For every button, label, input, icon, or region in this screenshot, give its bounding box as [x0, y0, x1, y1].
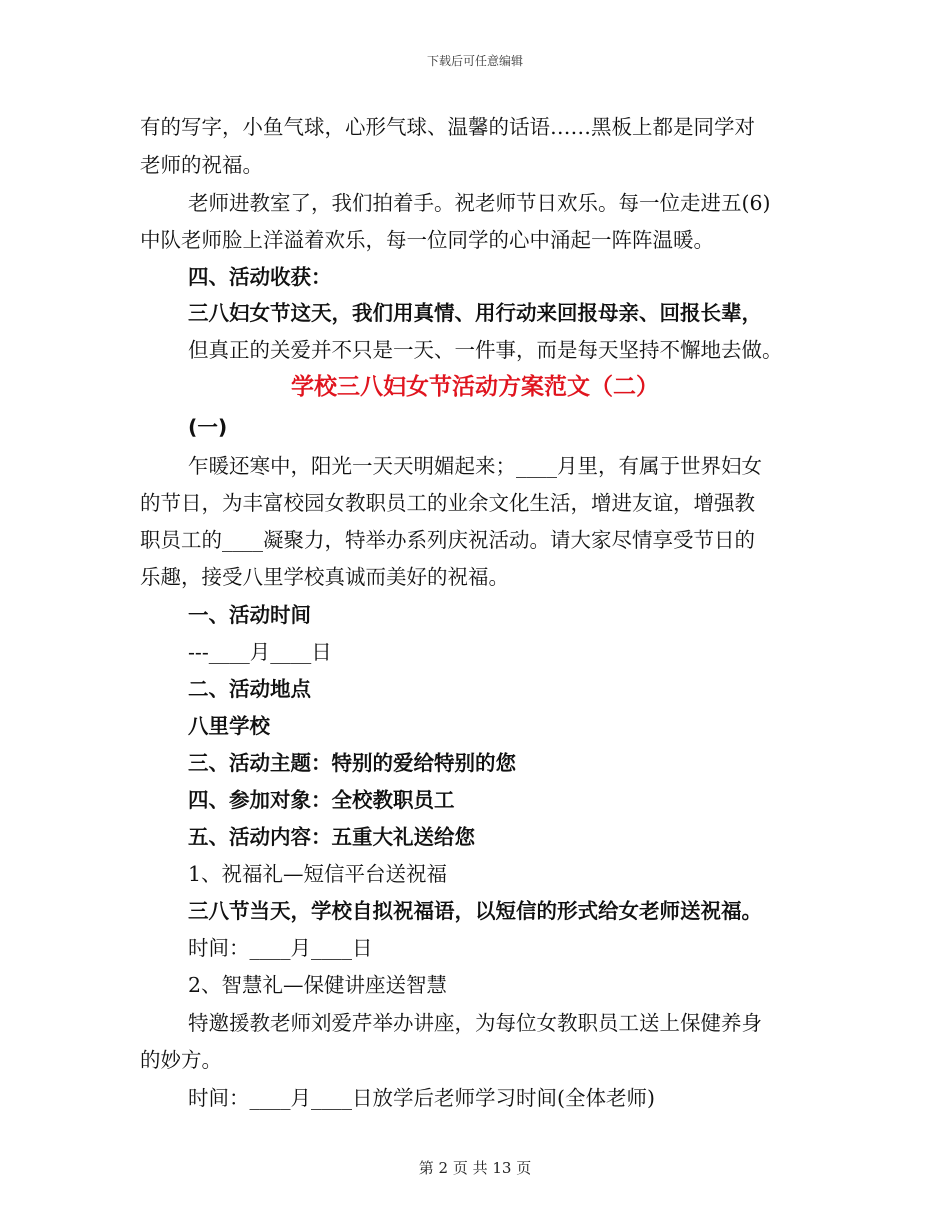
- bold-paragraph: 三八妇女节这天，我们用真情、用行动来回报母亲、回报长辈，: [188, 301, 762, 325]
- section-heading: 五、活动内容：五重大礼送给您: [188, 825, 475, 849]
- body-line: 职员工的____凝聚力，特举办系列庆祝活动。请大家尽情享受节日的: [140, 528, 755, 552]
- body-line: 老师进教室了，我们拍着手。祝老师节日欢乐。每一位走进五(6): [188, 191, 771, 215]
- body-line: 时间：____月____日放学后老师学习时间(全体老师): [188, 1086, 655, 1110]
- body-line: 的节日，为丰富校园女教职员工的业余文化生活，增进友谊，增强教: [140, 491, 755, 515]
- page-footer: 第 2 页 共 13 页: [418, 1159, 532, 1177]
- section-heading: 二、活动地点: [188, 677, 311, 701]
- section-heading: 四、活动收获：: [188, 265, 332, 289]
- section-heading: 一、活动时间: [188, 603, 311, 627]
- body-line: ---____月____日: [188, 640, 332, 664]
- section-heading: 三、活动主题：特别的爱给特别的您: [188, 751, 516, 775]
- body-line: 中队老师脸上洋溢着欢乐，每一位同学的心中涌起一阵阵温暖。: [140, 228, 714, 252]
- list-item: 2、智慧礼—保健讲座送智慧: [188, 973, 448, 997]
- body-line: 有的写字，小鱼气球，心形气球、温馨的话语……黑板上都是同学对: [140, 115, 755, 139]
- subsection-marker: (一): [188, 415, 228, 439]
- page-header: 下载后可任意编辑: [426, 54, 523, 68]
- document-title: 学校三八妇女节活动方案范文（二）: [291, 374, 659, 400]
- body-line: 乍暖还寒中，阳光一天天明媚起来；____月里，有属于世界妇女: [188, 454, 762, 478]
- body-line: 特邀援教老师刘爱芹举办讲座，为每位女教职员工送上保健养身: [188, 1011, 762, 1035]
- body-line: 但真正的关爱并不只是一天、一件事，而是每天坚持不懈地去做。: [188, 338, 783, 362]
- body-line: 的妙方。: [140, 1048, 222, 1072]
- list-item: 1、祝福礼—短信平台送祝福: [188, 862, 448, 886]
- section-heading: 四、参加对象：全校教职员工: [188, 788, 455, 812]
- body-line: 老师的祝福。: [140, 153, 263, 177]
- bold-paragraph: 三八节当天，学校自拟祝福语，以短信的形式给女老师送祝福。: [188, 899, 762, 923]
- body-line: 时间：____月____日: [188, 936, 373, 960]
- body-line: 八里学校: [188, 714, 270, 738]
- body-line: 乐趣，接受八里学校真诚而美好的祝福。: [140, 565, 509, 589]
